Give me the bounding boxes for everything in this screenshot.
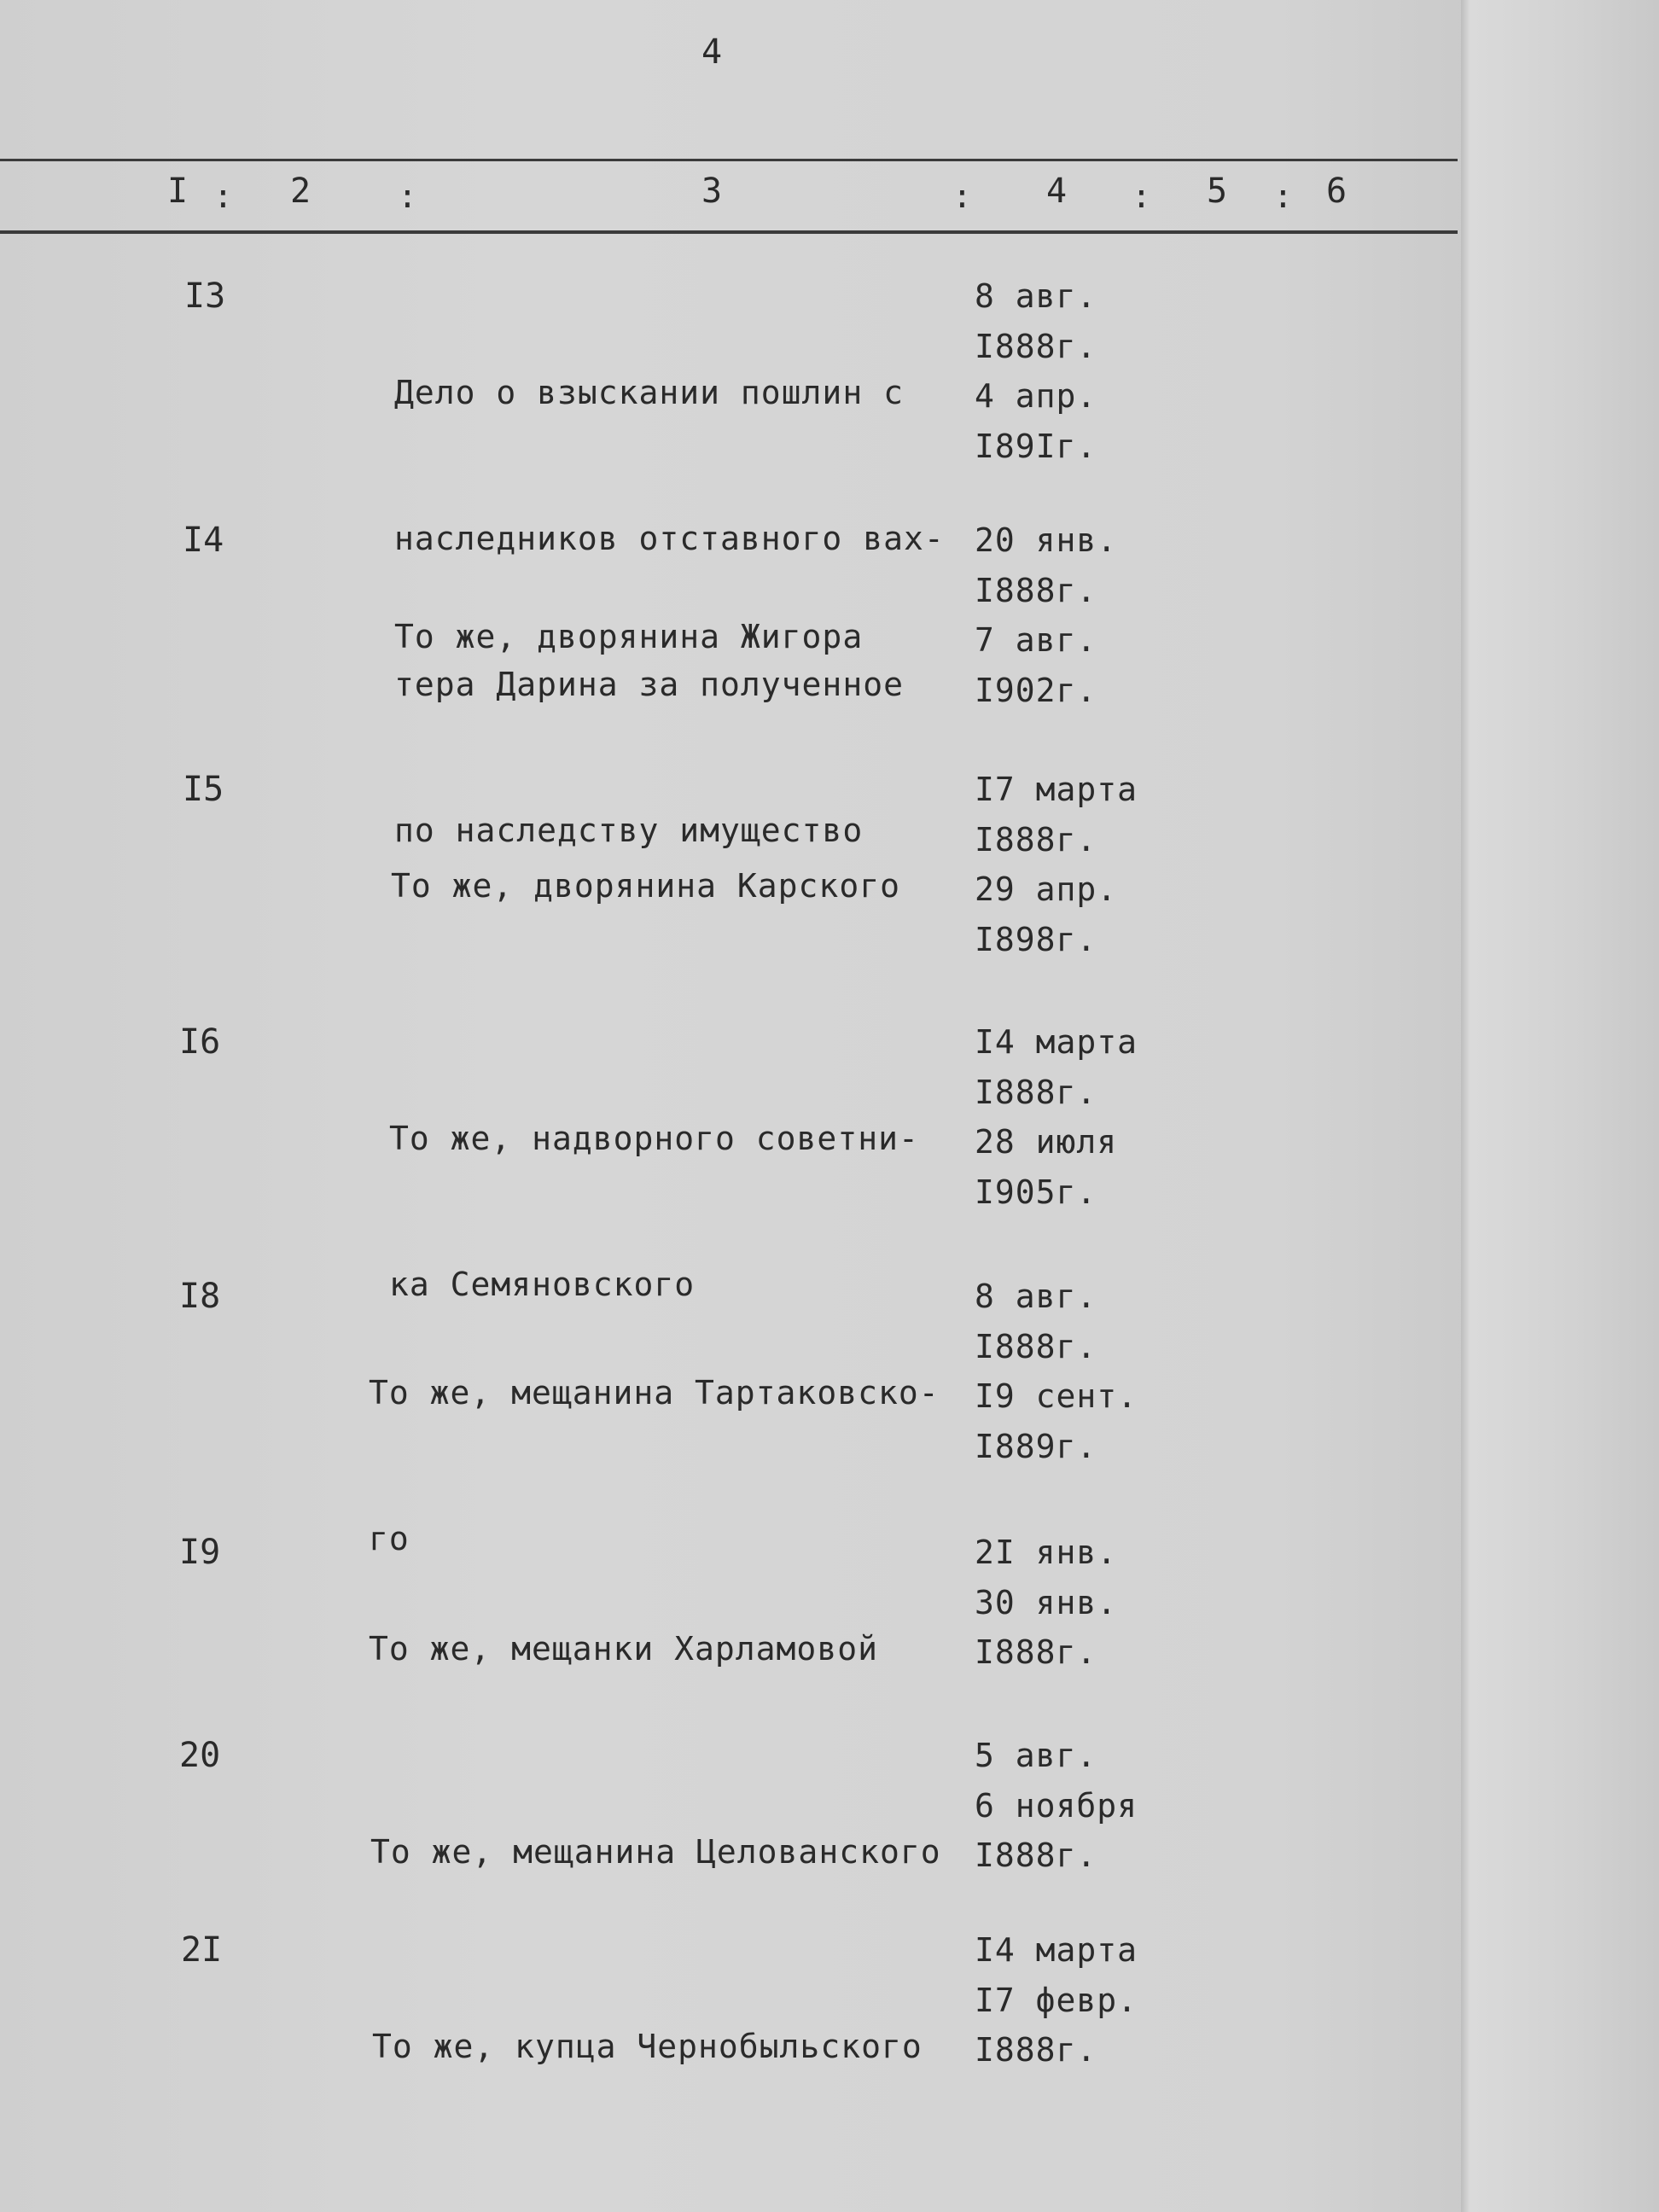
- date-line: I898г.: [975, 920, 1097, 958]
- date-line: I7 марта: [975, 771, 1138, 808]
- date-line: I888г.: [975, 1837, 1097, 1874]
- date-line: 30 янв.: [975, 1583, 1118, 1621]
- date-line: I888г.: [975, 327, 1097, 365]
- entry-number: I3: [184, 276, 226, 316]
- page-edge: [1461, 0, 1470, 2212]
- entry-dates: [975, 271, 1097, 471]
- title-line: То же, надворного советни-: [389, 1120, 919, 1157]
- title-line: То же, купца Чернобыльского: [372, 2028, 923, 2065]
- title-line: тера Дарина за полученное: [394, 666, 904, 703]
- entry-dates: [975, 765, 1138, 964]
- date-line: 2I янв.: [975, 1534, 1118, 1571]
- header-bottom-rule: [0, 230, 1458, 234]
- column-separator: :: [398, 178, 417, 215]
- column-separator: :: [1273, 178, 1293, 215]
- date-line: I889г.: [975, 1427, 1097, 1465]
- date-line: 8 авг.: [975, 1278, 1097, 1315]
- entry-number: 2I: [181, 1930, 223, 1970]
- entry-title: [372, 1925, 923, 2168]
- date-line: 20 янв.: [975, 521, 1118, 559]
- date-line: I888г.: [975, 1327, 1097, 1365]
- date-line: 8 авг.: [975, 277, 1097, 315]
- date-line: 4 апр.: [975, 377, 1097, 415]
- title-line: То же, мещанина Целованского: [370, 1833, 941, 1871]
- entry-dates: [975, 1925, 1138, 2075]
- date-line: I888г.: [975, 1073, 1097, 1111]
- entry-number: I8: [179, 1277, 221, 1316]
- column-separator: :: [952, 178, 972, 215]
- date-line: 28 июля: [975, 1123, 1118, 1161]
- title-line: То же, мещанки Харламовой: [369, 1630, 878, 1668]
- entry-dates: [975, 1528, 1117, 1678]
- entry-number: I9: [179, 1533, 221, 1572]
- title-line: То же, мещанина Тартаковско-: [369, 1374, 940, 1412]
- column-header-1: I: [167, 172, 189, 211]
- date-line: I902г.: [975, 671, 1097, 709]
- date-line: I888г.: [975, 820, 1097, 859]
- column-header-5: 5: [1207, 172, 1228, 211]
- entry-dates: [975, 515, 1117, 715]
- date-line: 29 апр.: [975, 870, 1118, 908]
- date-line: I4 марта: [975, 1931, 1138, 1969]
- date-line: 5 авг.: [975, 1737, 1097, 1774]
- title-line: по наследству имущество: [394, 812, 864, 849]
- header-top-rule: [0, 159, 1458, 161]
- date-line: 7 авг.: [975, 621, 1097, 659]
- title-line: го: [369, 1520, 410, 1557]
- title-line: Дело о взыскании пошлин с: [394, 374, 904, 411]
- entry-title: [394, 515, 863, 759]
- column-header-6: 6: [1326, 172, 1348, 211]
- entry-dates: [975, 1272, 1138, 1471]
- date-line: I905г.: [975, 1173, 1097, 1211]
- date-line: I9 сент.: [975, 1377, 1138, 1415]
- entry-number: 20: [179, 1736, 221, 1775]
- entry-number: I6: [179, 1022, 221, 1062]
- title-line: То же, дворянина Жигора: [394, 618, 864, 655]
- title-line: наследников отставного вах-: [394, 520, 945, 557]
- date-line: I888г.: [975, 2031, 1097, 2069]
- column-header-3: 3: [701, 172, 723, 211]
- date-line: I89Iг.: [975, 427, 1097, 465]
- underlying-sheet: [1470, 0, 1659, 2212]
- date-line: I4 марта: [975, 1023, 1138, 1061]
- entry-number: I4: [183, 521, 224, 560]
- page-number: 4: [701, 32, 725, 72]
- column-separator: :: [1132, 178, 1151, 215]
- entry-title: [391, 765, 900, 1008]
- title-line: ка Семяновского: [389, 1266, 696, 1303]
- date-line: I888г.: [975, 571, 1097, 609]
- entry-dates: [975, 1731, 1138, 1881]
- date-line: I888г.: [975, 1633, 1097, 1671]
- entry-dates: [975, 1017, 1138, 1217]
- title-line: То же, дворянина Карского: [391, 867, 900, 905]
- entry-number: I5: [183, 770, 224, 809]
- column-header-4: 4: [1046, 172, 1068, 211]
- date-line: I7 февр.: [975, 1981, 1138, 2019]
- column-separator: :: [213, 178, 233, 215]
- column-header-2: 2: [290, 172, 311, 211]
- date-line: 6 ноября: [975, 1786, 1138, 1825]
